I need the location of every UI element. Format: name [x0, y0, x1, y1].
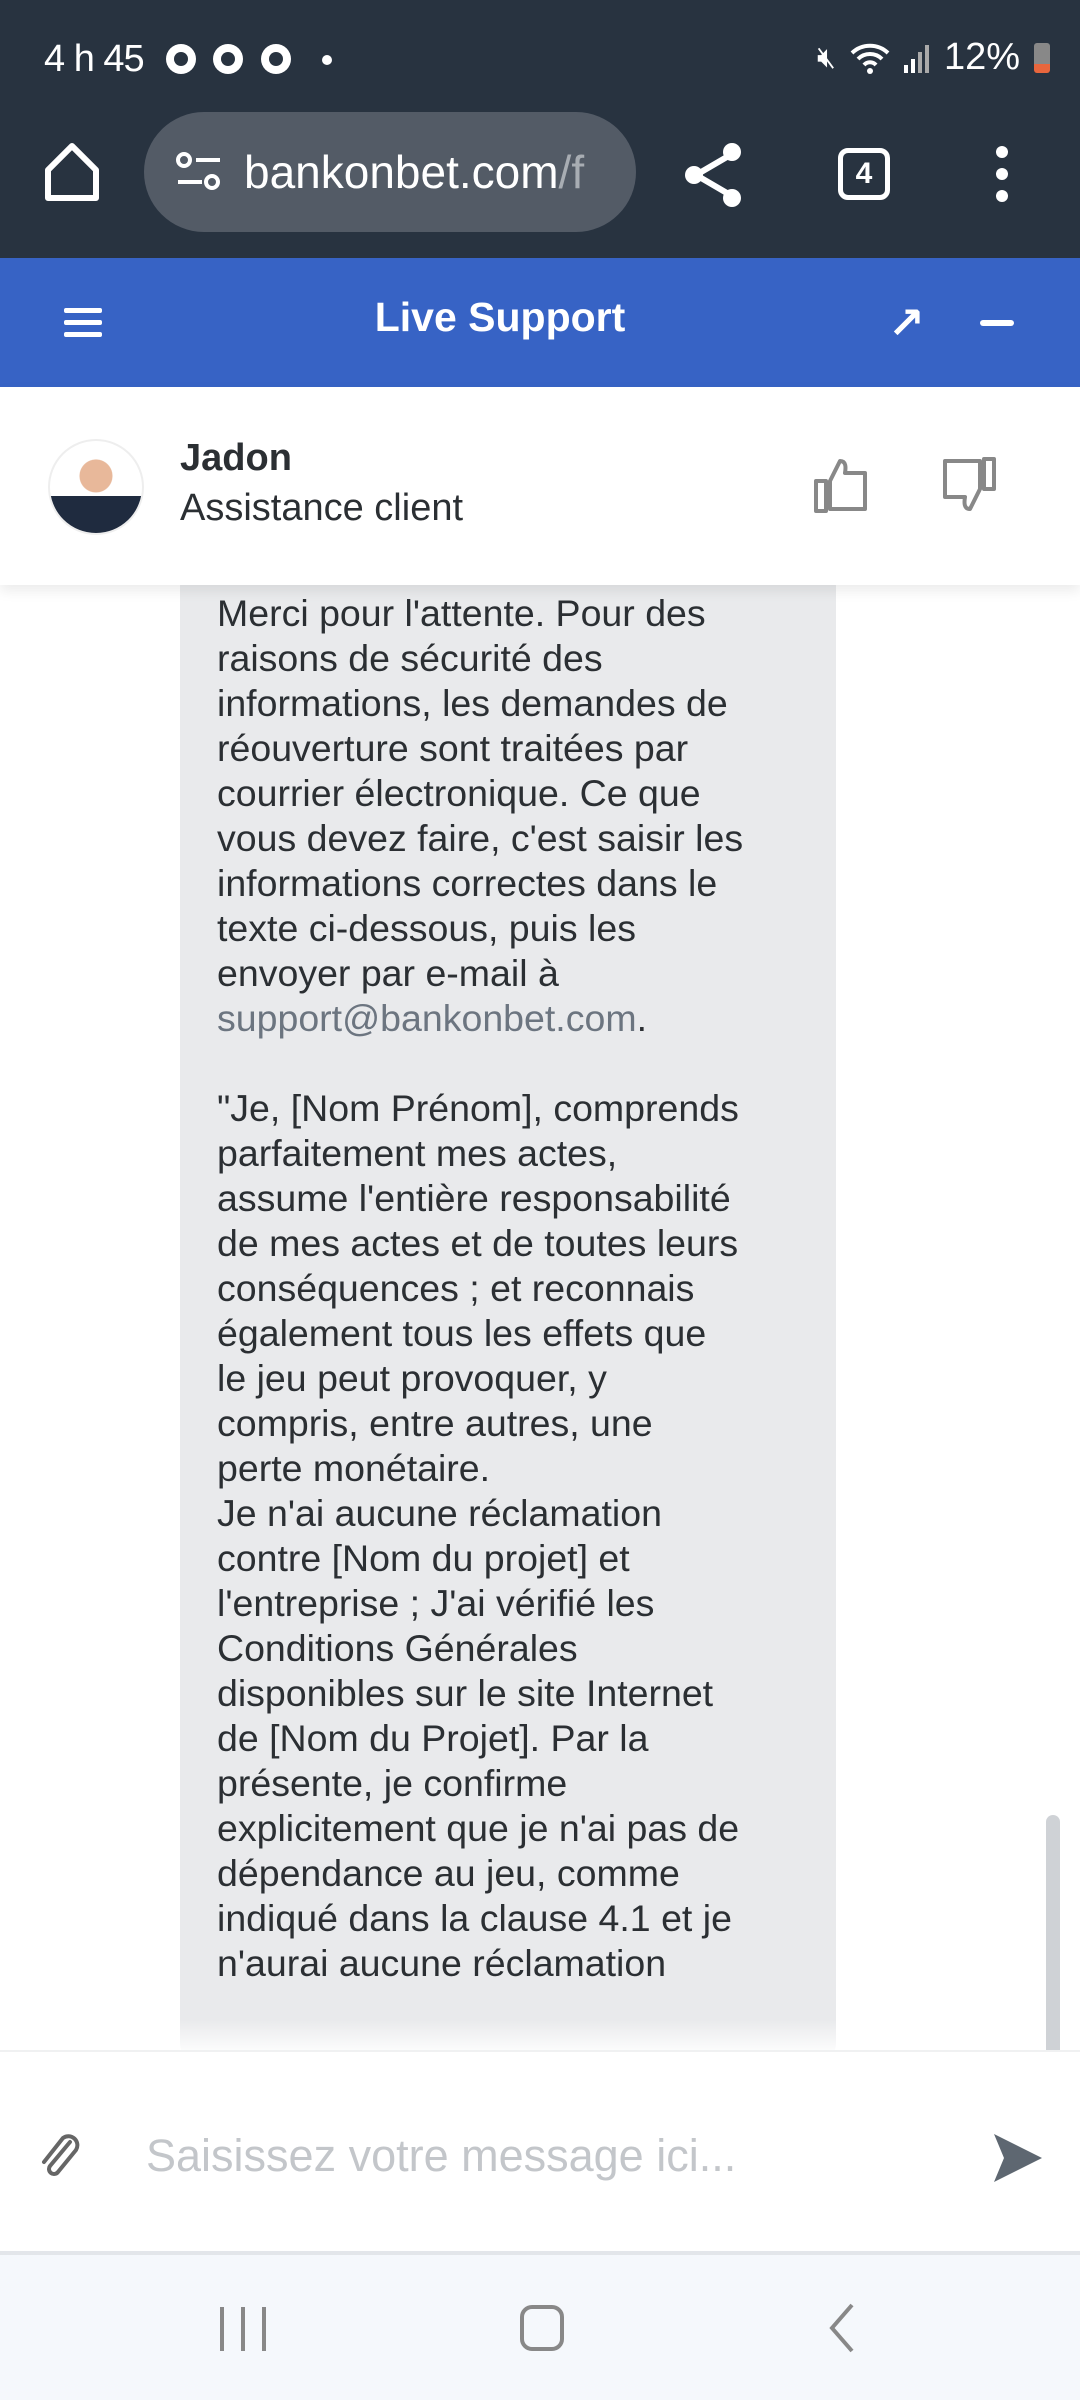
- message-line: indiqué dans la clause 4.1 et je: [217, 1897, 732, 1939]
- chrome-notification-icon: [166, 44, 196, 74]
- avatar: [48, 439, 144, 535]
- back-button[interactable]: [826, 2301, 856, 2355]
- message-line: de [Nom du Projet]. Par la: [217, 1717, 649, 1759]
- message-line: courrier électronique. Ce que: [217, 772, 701, 814]
- message-line: vous devez faire, c'est saisir les: [217, 817, 744, 859]
- message-line: assume l'entière responsabilité: [217, 1177, 731, 1219]
- chat-header: [0, 258, 1080, 387]
- browser-menu-button[interactable]: [996, 146, 1008, 212]
- message-input[interactable]: [146, 2130, 966, 2182]
- scrollbar[interactable]: [1046, 1815, 1060, 2050]
- url-path: /f: [558, 146, 585, 198]
- chat-messages[interactable]: [0, 585, 1080, 2050]
- home-button[interactable]: [40, 140, 104, 204]
- status-time: 4 h 45: [44, 38, 144, 80]
- message-punctuation: .: [636, 997, 647, 1039]
- send-button[interactable]: [990, 2130, 1046, 2186]
- message-line: Conditions Générales: [217, 1627, 578, 1669]
- more-notifications-dot: [322, 55, 332, 65]
- url-host: bankonbet.com: [244, 146, 559, 198]
- message-line: réouverture sont traitées par: [217, 727, 689, 769]
- chat-title: Live Support: [374, 294, 626, 340]
- popout-icon[interactable]: ↗: [888, 299, 925, 348]
- home-nav-button[interactable]: [520, 2305, 564, 2351]
- attachment-icon[interactable]: [34, 2132, 84, 2182]
- signal-icon: [904, 43, 930, 73]
- message-composer: [0, 2050, 1080, 2255]
- message-line: parfaitement mes actes,: [217, 1132, 618, 1174]
- system-nav-bar: [0, 2255, 1080, 2400]
- message-line: perte monétaire.: [217, 1447, 491, 1489]
- message-line: contre [Nom du projet] et: [217, 1537, 630, 1579]
- agent-name: Jadon: [180, 437, 292, 479]
- message-line: [217, 996, 799, 1041]
- message-line: dépendance au jeu, comme: [217, 1852, 680, 1894]
- message-line: explicitement que je n'ai pas de: [217, 1807, 740, 1849]
- address-bar[interactable]: [144, 112, 636, 232]
- message-line: Je n'ai aucune réclamation: [217, 1492, 662, 1534]
- message-line: raisons de sécurité des: [217, 637, 603, 679]
- message-line: compris, entre autres, une: [217, 1402, 653, 1444]
- message-line: envoyer par e-mail à: [217, 952, 559, 994]
- support-email-link[interactable]: support@bankonbet.com: [217, 997, 637, 1039]
- message-line: conséquences ; et reconnais: [217, 1267, 695, 1309]
- minimize-button[interactable]: [980, 320, 1014, 326]
- chrome-notification-icon: [213, 44, 243, 74]
- recent-apps-button[interactable]: [220, 2307, 266, 2351]
- message-line: le jeu peut provoquer, y: [217, 1357, 607, 1399]
- message-line: informations, les demandes de: [217, 682, 728, 724]
- agent-message-bubble: [180, 585, 836, 2050]
- battery-percent: 12%: [943, 36, 1020, 78]
- message-line: également tous les effets que: [217, 1312, 707, 1354]
- tab-switcher-button[interactable]: 4: [838, 148, 890, 200]
- mute-icon: 🔇︎: [817, 40, 836, 74]
- thumbs-up-icon[interactable]: [812, 455, 872, 515]
- message-line: présente, je confirme: [217, 1762, 568, 1804]
- message-line: informations correctes dans le: [217, 862, 718, 904]
- share-button[interactable]: [680, 140, 750, 210]
- message-line: de mes actes et de toutes leurs: [217, 1222, 739, 1264]
- browser-top: [0, 0, 1080, 258]
- battery-icon: [1034, 43, 1050, 73]
- scroll-fade: [0, 2020, 1080, 2050]
- site-settings-icon[interactable]: [174, 150, 224, 194]
- message-line: "Je, [Nom Prénom], comprends: [217, 1087, 739, 1129]
- message-line: disponibles sur le site Internet: [217, 1672, 714, 1714]
- thumbs-down-icon[interactable]: [938, 455, 998, 515]
- agent-role: Assistance client: [180, 487, 464, 529]
- wifi-icon: [850, 41, 890, 75]
- agent-header: [0, 387, 1080, 585]
- message-line: texte ci-dessous, puis les: [217, 907, 636, 949]
- message-line: l'entreprise ; J'ai vérifié les: [217, 1582, 655, 1624]
- chrome-notification-icon: [261, 44, 291, 74]
- message-line: Merci pour l'attente. Pour des: [217, 592, 706, 634]
- message-line: n'aurai aucune réclamation: [217, 1942, 667, 1984]
